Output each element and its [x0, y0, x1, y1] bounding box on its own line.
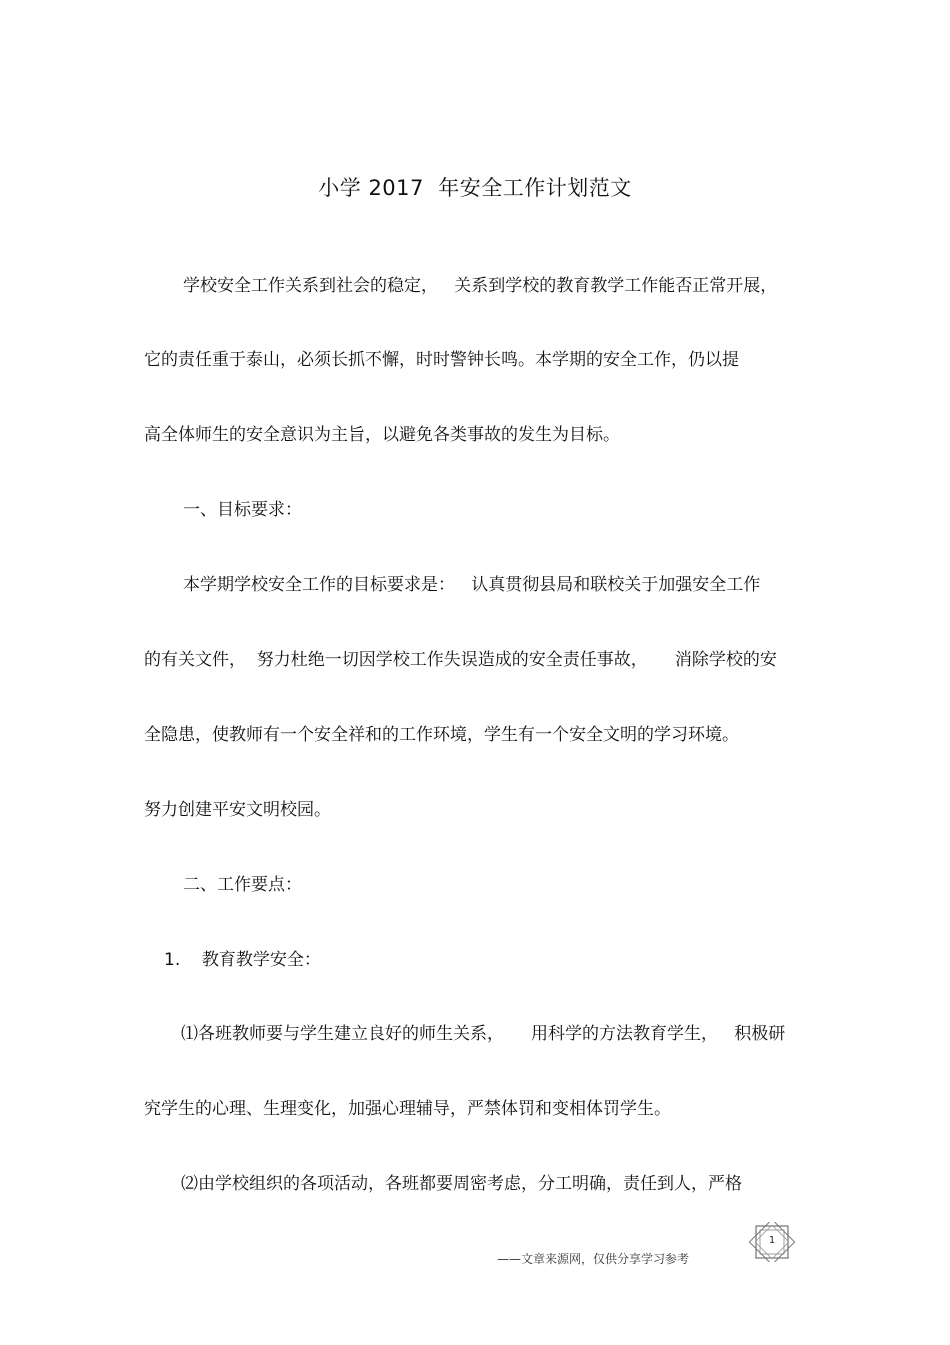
paragraph-line: 高全体师生的安全意识为主旨，以避免各类事故的发生为目标。	[144, 425, 620, 445]
paragraph-line: ⑵由学校组织的各项活动，各班都要周密考虑，分工明确，责任到人，严格	[181, 1174, 742, 1194]
page-number-badge	[748, 1222, 796, 1262]
section-heading: 二、工作要点：	[183, 875, 302, 895]
footer-source-note: ——文章来源网，仅供分享学习参考	[497, 1252, 690, 1266]
paragraph-line: 努力创建平安文明校园。	[144, 800, 331, 820]
paragraph-line: 究学生的心理、生理变化，加强心理辅导，严禁体罚和变相体罚学生。	[144, 1099, 671, 1119]
section-heading: 一、目标要求：	[183, 500, 302, 520]
page-number: 1	[768, 1235, 776, 1246]
paragraph-line: 的有关文件， 努力杜绝一切因学校工作失误造成的安全责任事故， 消除学校的安	[144, 650, 777, 670]
paragraph-line: 学校安全工作关系到社会的稳定， 关系到学校的教育教学工作能否正常开展，	[183, 276, 778, 296]
paragraph-line: ⑴各班教师要与学生建立良好的师生关系， 用科学的方法教育学生， 积极研	[181, 1024, 786, 1044]
paragraph-line: 全隐患，使教师有一个安全祥和的工作环境，学生有一个安全文明的学习环境。	[144, 725, 739, 745]
paragraph-line: 它的责任重于泰山，必须长抓不懈，时时警钟长鸣。本学期的安全工作，仍以提	[144, 350, 739, 370]
paragraph-line: 本学期学校安全工作的目标要求是： 认真贯彻县局和联校关于加强安全工作	[183, 575, 761, 595]
page-title: 小学 2017 年安全工作计划范文	[318, 176, 632, 200]
subsection-heading: 1. 教育教学安全：	[164, 950, 321, 970]
